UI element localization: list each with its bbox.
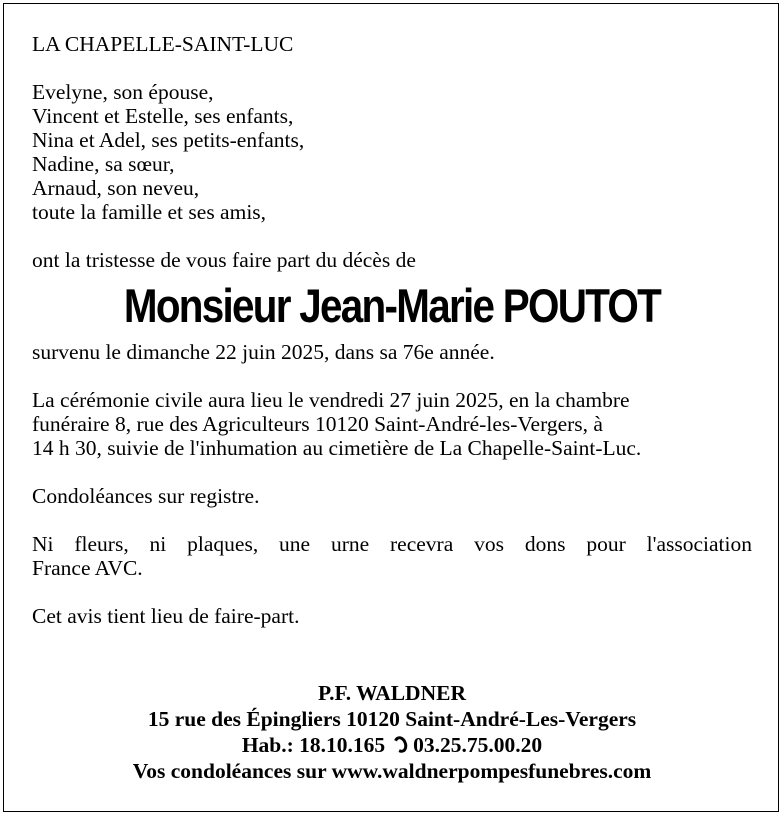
deceased-name: Monsieur Jean-Marie POUTOT	[123, 279, 661, 332]
obituary-notice	[32, 32, 752, 628]
flowers-line: France AVC.	[32, 556, 143, 580]
flowers-paragraph	[32, 532, 752, 580]
ceremony-line: La cérémonie civile aura lieu le vendredi 27 juin 2025, en la chambre	[32, 388, 630, 412]
family-line: toute la famille et ses amis,	[32, 200, 267, 224]
company-name: P.F. WALDNER	[318, 681, 466, 705]
habilitation-number: Hab.: 18.10.165	[241, 733, 386, 757]
family-list	[32, 80, 752, 224]
ceremony-paragraph	[32, 388, 752, 460]
ceremony-line: funéraire 8, rue des Agriculteurs 10120 Saint-André-les-Vergers, à	[32, 412, 603, 436]
condolences-text: Condoléances sur registre.	[32, 484, 260, 508]
flowers-line: Ni fleurs, ni plaques, une urne recevra vos dons pour l'association	[32, 532, 752, 556]
website-line[interactable]: Vos condoléances sur www.waldnerpompesfunebres.com	[132, 759, 652, 783]
phone-number[interactable]: 03.25.75.00.20	[413, 733, 543, 757]
contact-line	[0, 732, 784, 758]
company-address: 15 rue des Épingliers 10120 Saint-André-Les-Vergers	[147, 707, 637, 731]
ceremony-line: 14 h 30, suivie de l'inhumation au cimetière de La Chapelle-Saint-Luc.	[32, 436, 642, 460]
closing-text: Cet avis tient lieu de faire-part.	[32, 604, 300, 628]
announcement-text: ont la tristesse de vous faire part du décès de	[32, 248, 416, 272]
funeral-home-footer	[0, 680, 784, 784]
family-line: Nina et Adel, ses petits-enfants,	[32, 128, 305, 152]
family-line: Evelyne, son épouse,	[32, 80, 214, 104]
death-details: survenu le dimanche 22 juin 2025, dans sa 76e année.	[32, 340, 495, 364]
family-line: Vincent et Estelle, ses enfants,	[32, 104, 294, 128]
family-line: Arnaud, son neveu,	[32, 176, 200, 200]
family-line: Nadine, sa sœur,	[32, 152, 175, 176]
phone-icon	[393, 736, 409, 754]
town-heading: LA CHAPELLE-SAINT-LUC	[32, 32, 294, 56]
